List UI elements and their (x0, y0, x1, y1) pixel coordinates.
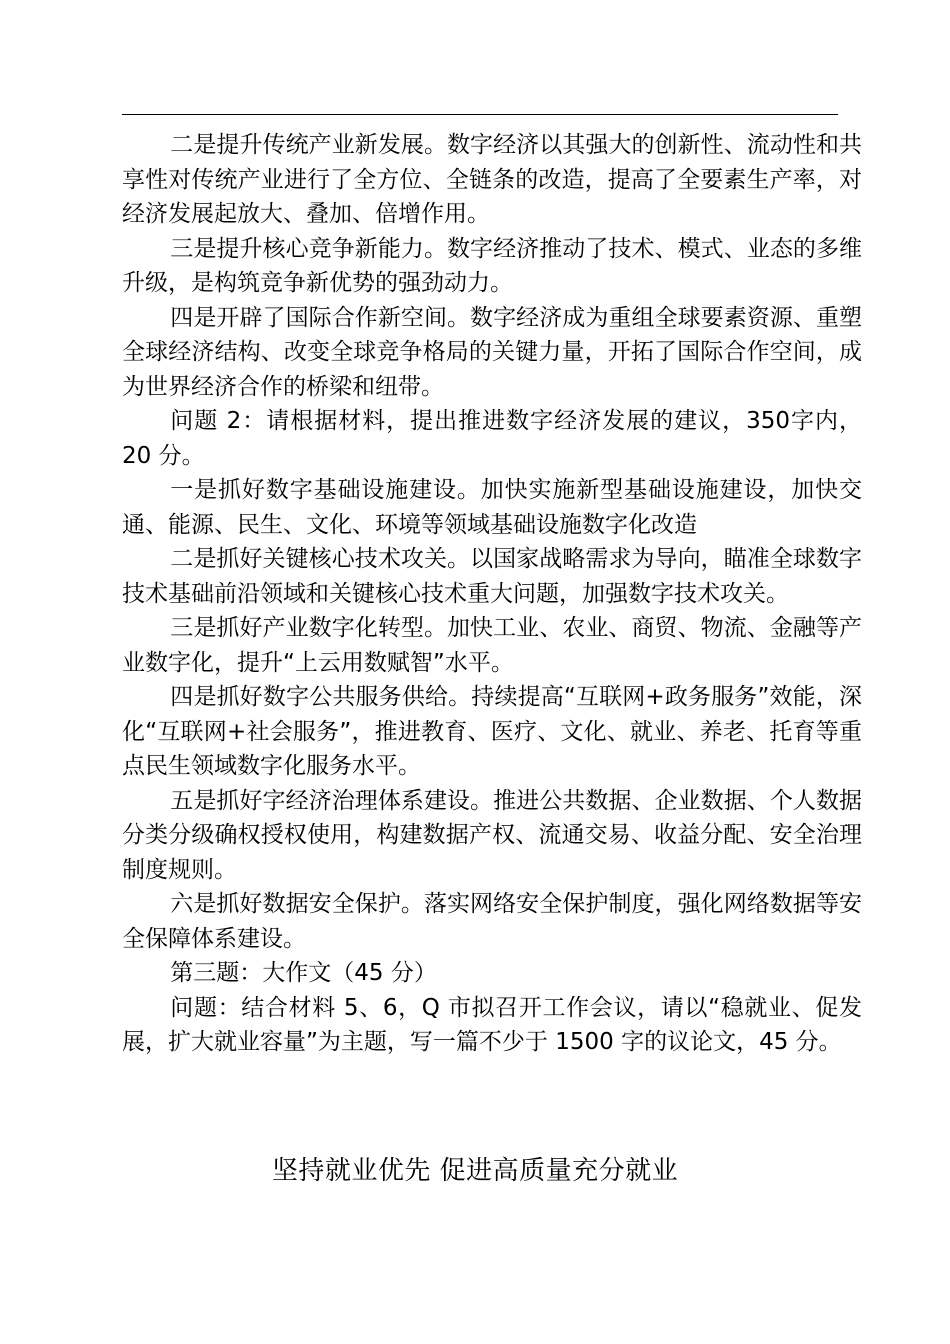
section-heading: 第三题：大作文（45 分） (170, 960, 437, 986)
document-body (122, 128, 862, 1060)
paragraph: 二是提升传统产业新发展。数字经济以其强大的创新性、流动性和共享性对传统产业进行了全方位、全链条的改造，提高了全要素生产率，对经济发展起放大、叠加、倍增作用。 (122, 132, 862, 227)
paragraph: 六是抓好数据安全保护。落实网络安全保护制度，强化网络数据等安全保障体系建设。 (122, 891, 862, 952)
essay-prompt: 问题：结合材料 5、6，Q 市拟召开工作会议，请以“稳就业、促发展，扩大就业容量”为主题，写一篇不少于 1500 字的议论文，45 分。 (122, 994, 862, 1055)
paragraph: 五是抓好字经济治理体系建设。推进公共数据、企业数据、个人数据分类分级确权授权使用，构建数据产权、流通交易、收益分配、安全治理制度规则。 (122, 787, 862, 883)
essay-title: 坚持就业优先 促进高质量充分就业 (271, 1156, 679, 1186)
question-2-prompt: 问题 2：请根据材料，提出推进数字经济发展的建议，350字内，20 分。 (122, 408, 862, 469)
paragraph: 四是开辟了国际合作新空间。数字经济成为重组全球要素资源、重塑全球经济结构、改变全球竞争格局的关键力量，开拓了国际合作空间，成为世界经济合作的桥梁和纽带。 (122, 304, 862, 400)
paragraph: 一是抓好数字基础设施建设。加快实施新型基础设施建设，加快交通、能源、民生、文化、环境等领域基础设施数字化改造 (122, 477, 862, 538)
paragraph: 四是抓好数字公共服务供给。持续提高“互联网+政务服务”效能，深化“互联网+社会服务”，推进教育、医疗、文化、就业、养老、托育等重点民生领域数字化服务水平。 (122, 684, 862, 779)
header-rule (122, 114, 838, 115)
paragraph: 三是提升核心竞争新能力。数字经济推动了技术、模式、业态的多维升级，是构筑竞争新优势的强劲动力。 (122, 235, 862, 296)
paragraph: 三是抓好产业数字化转型。加快工业、农业、商贸、物流、金融等产业数字化，提升“上云用数赋智”水平。 (122, 615, 862, 676)
paragraph: 二是抓好关键核心技术攻关。以国家战略需求为导向，瞄准全球数字技术基础前沿领域和关键核心技术重大问题，加强数字技术攻关。 (122, 546, 862, 607)
